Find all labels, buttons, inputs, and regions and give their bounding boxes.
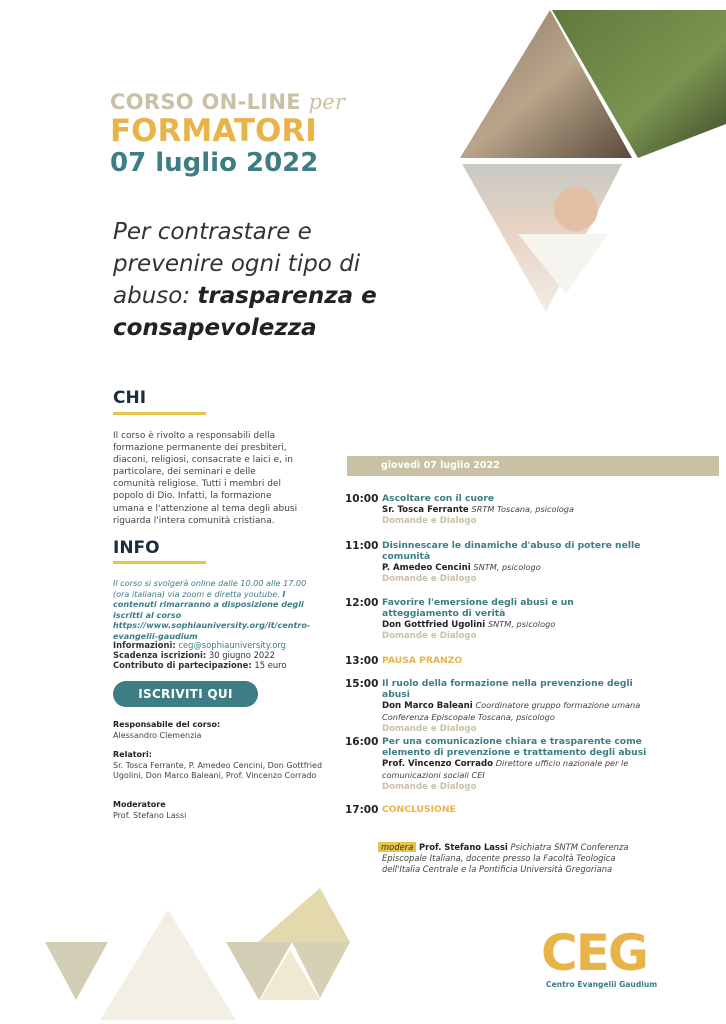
- deco-triangle: [258, 888, 350, 942]
- moderator: Moderatore Prof. Stefano Lassi: [113, 800, 187, 820]
- flyer-page: CORSO ON-LINE per FORMATORI 07 luglio 2022 Per contrastare e prevenire ogni tipo di abuso: trasparenza e consapevolezza CHI Il corso è rivolto a responsabili della formazione permanente dei presbiteri, diaconi, religiosi, consacrate e laici e, in particolare, dei seminari e delle comunità religiose. Tutti i membri del popolo di Dio. Infatti, la formazione umana e l'attenzione al tema degli abusi riguarda l'intera comunità cristiana. INFO Il corso si svolgerà online dalle 10.00 alle 17.00 (ora italiana) via zoom e diretta youtube. I contenuti rimarranno a disposizione degli iscritti al corso https://www.sophiauniversity.org/it/centro-evangelii-gaudium Informazioni: ceg@sophiauniversity.org Scadenza iscrizioni: 30 giugno 2022 Contributo di partecipazione: 15 euro ISCRIVITI QUI Responsabile del corso: Alessandro Clemenzia Relatori: Sr. Tosca Ferrante, P. Amedeo Cencini, Don Gottfried Ugolini, Don Marco Baleani, Prof. Vincenzo Corrado Moderatore Prof. Stefano Lassi giovedì 07 luglio 2022 10:00 Ascoltare con il cuore Sr. Tosca Ferrante SRTM Toscana, psicologa Domande e Dialogo 11:00 Disinnescare le dinamiche d'abuso di potere nelle comunità P. Amedeo Cencini SNTM, psicologo Domande e Dialogo 12:00 Favorire l'emersione degli abusi e un atteggiamento di verità Don Gottfried Ugolini SNTM, psicologo Domande e Dialogo 13:00 PAUSA PRANZO 15:00 Il ruolo della formazione nella prevenzione degli abusi Don Marco Baleani Coordinatore gruppo formazione umana Conferenza Episcopale Toscana, psicologo Domande e Dialogo 16:00 Per una comunicazione chiara e trasparente come elemento di prevenzione e trattamento degli abusi Prof. Vincenzo Corrado Direttore ufficio nazionale per le comunicazioni sociali CEI Domande e Dialogo 17:00 CONCLUSIONE modera Prof. Stefano Lassi Psichiatra SNTM Conferenza Episcopale Italiana, docente presso la Facoltà Teologica dell'Italia Centrale e la Pontificia Università Gregoriana CEG Centro Evangelii Gaudium: [0, 0, 726, 1024]
- audience-title: FORMATORI: [110, 113, 317, 149]
- photo-collage: [458, 4, 726, 324]
- course-type-label: CORSO ON-LINE per: [110, 90, 346, 114]
- course-subtitle: Per contrastare e prevenire ogni tipo di abuso: trasparenza e consapevolezza: [113, 219, 377, 341]
- decorative-triangles: [0, 880, 420, 1024]
- info-deadline: Scadenza iscrizioni: 30 giugno 2022: [113, 650, 275, 660]
- pope-face: [554, 187, 598, 231]
- ceg-logo-caption: Centro Evangelii Gaudium: [546, 980, 658, 989]
- chi-description: Il corso è rivolto a responsabili della formazione permanente dei presbiteri, diaconi, religiosi, consacrate e laici e, in particolare, dei seminari e delle comunità religiose. Tutti i membri del popolo di Dio. Infatti, la formazione umana e l'attenzione al tema degli abusi riguarda l'intera comunità cristiana.: [113, 431, 298, 526]
- moderator-note: modera Prof. Stefano Lassi Psichiatra SNTM Conferenza Episcopale Italiana, docente presso la Facoltà Teologica dell'Italia Centrale e la Pontificia Università Gregoriana: [382, 842, 637, 875]
- deco-triangle: [100, 910, 236, 1020]
- info-underline: [113, 561, 206, 564]
- program-day-bar: giovedì 07 luglio 2022: [347, 456, 719, 476]
- course-manager: Responsabile del corso: Alessandro Clemenzia: [113, 720, 221, 740]
- contact-email[interactable]: ceg@sophiauniversity.org: [178, 640, 286, 650]
- info-description: Il corso si svolgerà online dalle 10.00 alle 17.00 (ora italiana) via zoom e diretta youtube. I contenuti rimarranno a disposizione degli iscritti al corso https://www.sophiauniversity.org/it/centro-evangelii-gaudium: [113, 578, 311, 641]
- ceg-logo: CEG: [541, 924, 647, 982]
- info-contact: Informazioni: ceg@sophiauniversity.org: [113, 640, 286, 650]
- register-button[interactable]: ISCRIVITI QUI: [113, 681, 258, 707]
- info-heading: INFO: [113, 538, 160, 558]
- speakers: Relatori: Sr. Tosca Ferrante, P. Amedeo Cencini, Don Gottfried Ugolini, Don Marco Baleani, Prof. Vincenzo Corrado: [113, 750, 323, 780]
- chi-underline: [113, 412, 206, 415]
- chi-heading: CHI: [113, 388, 147, 408]
- deco-triangle: [45, 942, 108, 1000]
- info-fee: Contributo di partecipazione: 15 euro: [113, 660, 287, 670]
- course-date: 07 luglio 2022: [110, 148, 319, 178]
